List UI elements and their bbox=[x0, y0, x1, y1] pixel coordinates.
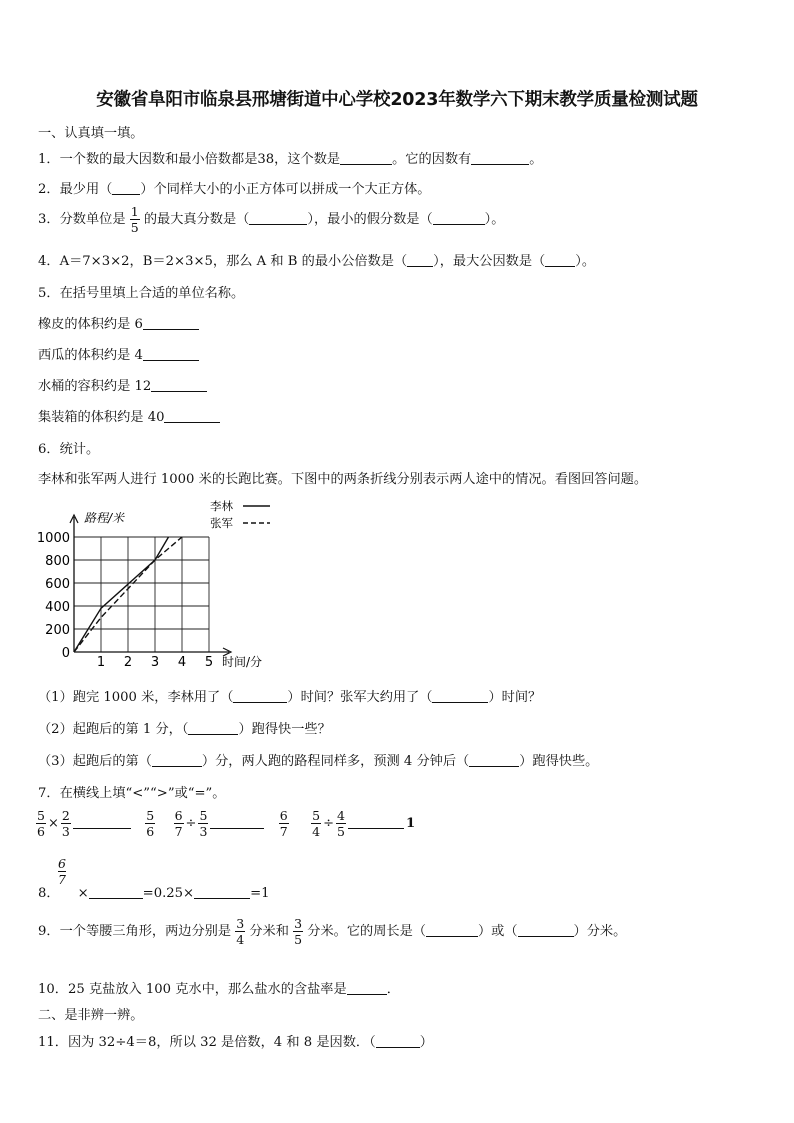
q8-text-a: 8． bbox=[38, 886, 60, 901]
q6-sub3-blank-2[interactable] bbox=[469, 752, 519, 767]
q7-frac: $\frac{5}{4}$ bbox=[312, 808, 321, 839]
q9-text-b: 分米和 bbox=[249, 924, 289, 939]
q3-text-b: 的最大真分数是（ bbox=[143, 212, 250, 227]
question-5-title: 5．在括号里填上合适的单位名称。 bbox=[38, 286, 245, 301]
chart-ticks bbox=[37, 531, 213, 670]
q7-blank-2[interactable] bbox=[210, 814, 264, 829]
question-7-title: 7．在横线上填“<”“>”或“=”。 bbox=[38, 786, 226, 801]
q1-text-b: 。它的因数有 bbox=[392, 152, 472, 167]
x-tick-label: 1 bbox=[96, 655, 106, 670]
q9-frac2-den: 5 bbox=[294, 932, 303, 947]
question-7-comparisons bbox=[36, 808, 415, 839]
question-8 bbox=[38, 882, 270, 901]
q6-sub2-text-a: （2）起跑后的第 1 分，（ bbox=[38, 722, 189, 737]
q4-text-c: ）。 bbox=[575, 254, 596, 269]
q6-sub3-text-c: ）跑得快些。 bbox=[519, 754, 599, 769]
question-9 bbox=[38, 916, 626, 947]
q4-text-a: 4．A＝7×3×2，B＝2×3×5，那么 A 和 B 的最小公倍数是（ bbox=[38, 254, 408, 269]
q8-blank-1[interactable] bbox=[89, 884, 143, 899]
q9-text-a: 9．一个等腰三角形，两边分别是 bbox=[38, 924, 232, 939]
q4-blank-2[interactable] bbox=[545, 252, 575, 267]
q1-text-a: 1．一个数的最大因数和最小倍数都是38，这个数是 bbox=[38, 152, 341, 167]
q11-text-b: ） bbox=[419, 1035, 433, 1050]
q3-frac-num: 1 bbox=[130, 204, 139, 219]
origin-label: 0 bbox=[61, 646, 70, 661]
q8-times: × bbox=[77, 886, 89, 901]
q1-blank-2[interactable] bbox=[471, 150, 529, 165]
q5-item-2-blank[interactable] bbox=[143, 346, 199, 361]
q8-frac-num: 6 bbox=[58, 856, 66, 871]
chart-y-axis-label: 路程/米 bbox=[84, 511, 125, 525]
q7-frac: $\frac{2}{3}$ bbox=[61, 808, 70, 839]
q7-frac: $\frac{5}{6}$ bbox=[146, 808, 155, 839]
q3-text-a: 3．分数单位是 bbox=[38, 212, 126, 227]
page-title: 安徽省阜阳市临泉县邢塘街道中心学校2023年数学六下期末教学质量检测试题 bbox=[96, 90, 698, 110]
section-heading-1: 一、认真填一填。 bbox=[38, 126, 144, 141]
q5-item-1-text: 橡皮的体积约是 6 bbox=[38, 317, 143, 332]
q10-text-b: ． bbox=[386, 982, 400, 997]
q10-text-a: 10．25 克盐放入 100 克水中，那么盐水的含盐率是 bbox=[38, 982, 347, 997]
q8-text-c: =0.25× bbox=[142, 886, 195, 901]
chart-x-axis-label: 时间/分 bbox=[222, 655, 263, 669]
question-6-title: 6．统计。 bbox=[38, 442, 100, 457]
y-tick-label: 1000 bbox=[36, 531, 70, 546]
chart-legend bbox=[210, 499, 270, 530]
q2-text-a: 2．最少用（ bbox=[38, 182, 113, 197]
q2-text-b: ）个同样大小的小正方体可以拼成一个大正方体。 bbox=[140, 182, 431, 197]
question-10 bbox=[38, 978, 400, 997]
y-tick-label: 600 bbox=[45, 577, 70, 592]
q4-text-b: ），最大公因数是（ bbox=[433, 254, 546, 269]
q9-frac1-num: 3 bbox=[236, 916, 245, 931]
q3-fraction bbox=[130, 204, 140, 235]
q8-text-d: =1 bbox=[250, 886, 270, 901]
q9-fraction-1 bbox=[235, 916, 245, 947]
q6-sub3-blank-1[interactable] bbox=[152, 752, 202, 767]
q5-item-1-blank[interactable] bbox=[143, 315, 199, 330]
chart-axes bbox=[70, 515, 231, 656]
chart-grid bbox=[74, 537, 209, 652]
q9-frac1-den: 4 bbox=[236, 932, 245, 947]
q5-item-4 bbox=[38, 406, 220, 425]
y-tick-label: 800 bbox=[45, 554, 70, 569]
q7-times-sign: × bbox=[47, 816, 59, 831]
question-6-sub-2 bbox=[38, 718, 331, 737]
q6-sub2-text-b: ）跑得快一些？ bbox=[238, 722, 331, 737]
q8-frac-den: 7 bbox=[58, 872, 66, 887]
q6-sub1-text-c: ）时间？ bbox=[488, 690, 542, 705]
question-4 bbox=[38, 250, 595, 269]
question-1 bbox=[38, 148, 542, 167]
q3-blank-2[interactable] bbox=[433, 210, 485, 225]
question-6-sub-3 bbox=[38, 750, 598, 769]
question-6-sub-1 bbox=[38, 686, 541, 705]
q7-blank-3[interactable] bbox=[348, 814, 404, 829]
q9-text-d: ）或（ bbox=[477, 924, 518, 939]
q10-blank[interactable] bbox=[347, 980, 387, 995]
q8-blank-2[interactable] bbox=[194, 884, 250, 899]
q9-frac2-num: 3 bbox=[294, 916, 303, 931]
q6-sub1-blank-2[interactable] bbox=[432, 688, 488, 703]
q7-frac: $\frac{5}{3}$ bbox=[199, 808, 208, 839]
q3-text-d: ）。 bbox=[484, 212, 505, 227]
legend-label-lilin: 李林 bbox=[210, 499, 233, 513]
q5-item-2-text: 西瓜的体积约是 4 bbox=[38, 348, 143, 363]
q9-text-c: 分米。它的周长是（ bbox=[307, 924, 426, 939]
q7-result: 1 bbox=[405, 816, 416, 831]
q9-text-e: ）分米。 bbox=[573, 924, 627, 939]
q6-sub3-text-b: ）分，两人跑的路程同样多，预测 4 分钟后（ bbox=[201, 754, 470, 769]
question-2 bbox=[38, 178, 430, 197]
q7-divide-sign: ÷ bbox=[185, 816, 197, 831]
q6-sub1-text-b: ）时间？张军大约用了（ bbox=[287, 690, 433, 705]
q11-blank[interactable] bbox=[376, 1033, 420, 1048]
q5-item-4-blank[interactable] bbox=[164, 408, 220, 423]
q2-blank[interactable] bbox=[112, 180, 140, 195]
q7-blank-1[interactable] bbox=[73, 814, 131, 829]
question-6-intro: 李林和张军两人进行 1000 米的长跑比赛。下图中的两条折线分别表示两人途中的情况。看图回答问题。 bbox=[38, 472, 648, 487]
q7-frac: $\frac{6}{7}$ bbox=[279, 808, 288, 839]
q1-blank-1[interactable] bbox=[340, 150, 392, 165]
q5-item-3 bbox=[38, 375, 207, 394]
q6-sub2-blank[interactable] bbox=[188, 720, 238, 735]
q5-item-2 bbox=[38, 344, 199, 363]
x-tick-label: 2 bbox=[123, 655, 133, 670]
legend-label-zhangjun: 张军 bbox=[210, 516, 233, 530]
q3-frac-den: 5 bbox=[130, 220, 139, 235]
q6-sub1-text-a: （1）跑完 1000 米，李林用了（ bbox=[38, 690, 234, 705]
q11-text-a: 11．因为 32÷4＝8，所以 32 是倍数，4 和 8 是因数．（ bbox=[38, 1035, 376, 1050]
x-tick-label: 4 bbox=[177, 655, 187, 670]
x-tick-label: 3 bbox=[150, 655, 160, 670]
race-line-chart bbox=[30, 494, 290, 674]
q7-divide-sign: ÷ bbox=[323, 816, 335, 831]
x-tick-label: 5 bbox=[204, 655, 214, 670]
y-tick-label: 400 bbox=[45, 600, 70, 615]
q3-text-c: ），最小的假分数是（ bbox=[307, 212, 433, 227]
q9-fraction-2 bbox=[293, 916, 303, 947]
q9-blank-1[interactable] bbox=[426, 922, 478, 937]
y-tick-label: 200 bbox=[45, 623, 70, 638]
q7-frac: $\frac{4}{5}$ bbox=[337, 808, 345, 839]
q6-sub1-blank-1[interactable] bbox=[233, 688, 287, 703]
q9-blank-2[interactable] bbox=[518, 922, 574, 937]
q5-item-3-blank[interactable] bbox=[151, 377, 207, 392]
q5-item-1 bbox=[38, 313, 199, 332]
section-heading-2: 二、是非辨一辨。 bbox=[38, 1008, 144, 1023]
q7-frac: $\frac{5}{6}$ bbox=[37, 808, 45, 839]
question-3 bbox=[38, 204, 504, 235]
q4-blank-1[interactable] bbox=[407, 252, 433, 267]
q7-frac: $\frac{6}{7}$ bbox=[174, 808, 183, 839]
q5-item-3-text: 水桶的容积约是 12 bbox=[38, 379, 152, 394]
q3-blank-1[interactable] bbox=[249, 210, 307, 225]
q5-item-4-text: 集装箱的体积约是 40 bbox=[38, 410, 165, 425]
q6-sub3-text-a: （3）起跑后的第（ bbox=[38, 754, 152, 769]
question-11 bbox=[38, 1031, 433, 1050]
q1-text-c: 。 bbox=[529, 152, 543, 167]
